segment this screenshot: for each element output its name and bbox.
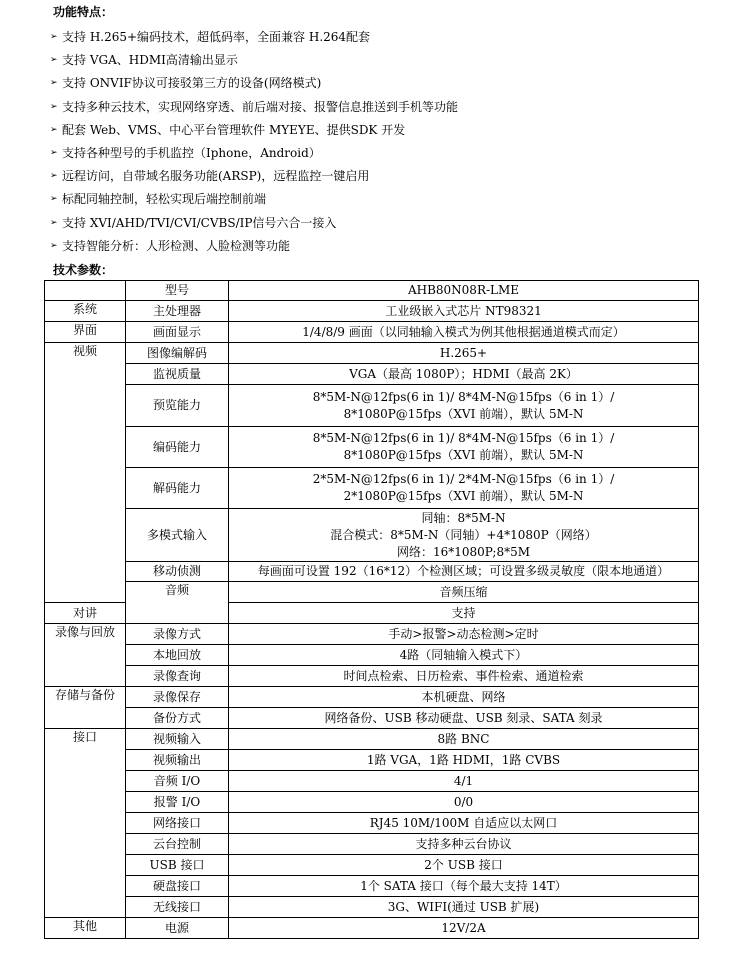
row-label: 监视质量	[126, 364, 229, 385]
table-row	[45, 343, 699, 364]
row-label: 画面显示	[126, 322, 229, 343]
arrow-bullet-icon: ➢	[50, 101, 58, 112]
row-value: 手动>报警>动态检测>定时	[229, 624, 699, 645]
row-label: USB 接口	[126, 855, 229, 876]
feature-item: ➢ 远程访问，自带域名服务功能(ARSP)，远程监控一键启用	[50, 169, 370, 184]
group-record: 录像与回放	[45, 624, 126, 687]
feature-item: ➢ 标配同轴控制，轻松实现后端控制前端	[50, 192, 267, 207]
arrow-bullet-icon: ➢	[50, 217, 58, 228]
table-row	[45, 855, 699, 876]
row-label: 无线接口	[126, 897, 229, 918]
table-row	[45, 427, 699, 468]
row-value: 本机硬盘、网络	[229, 687, 699, 708]
row-label: 云台控制	[126, 834, 229, 855]
table-row	[45, 813, 699, 834]
table-row	[45, 509, 699, 562]
row-label: 预览能力	[126, 385, 229, 427]
table-row	[45, 624, 699, 645]
row-label: 移动侦测	[126, 562, 229, 582]
feature-item: ➢ 支持智能分析：人形检测、人脸检测等功能	[50, 238, 291, 253]
arrow-bullet-icon: ➢	[50, 147, 58, 158]
row-value: 4/1	[229, 771, 699, 792]
group-storage: 存储与备份	[45, 687, 126, 729]
row-value: 8*5M-N@12fps(6 in 1)/ 8*4M-N@15fps（6 in 1）/ 8*1080P@15fps（XVI 前端），默认 5M-N	[229, 427, 699, 468]
arrow-bullet-icon: ➢	[50, 78, 58, 89]
row-label: 视频输入	[126, 729, 229, 750]
table-row	[45, 834, 699, 855]
table-row	[45, 876, 699, 897]
row-label: 解码能力	[126, 468, 229, 509]
row-label: 音频压缩	[229, 582, 699, 603]
table-row	[45, 771, 699, 792]
row-value: RJ45 10M/100M 自适应以太网口	[229, 813, 699, 834]
feature-item: ➢ 支持 H.265+编码技术，超低码率，全面兼容 H.264配套	[50, 30, 371, 44]
table-row	[45, 582, 699, 603]
row-label: 录像查询	[126, 666, 229, 687]
row-label: 多模式输入	[126, 509, 229, 562]
group-system: 系统	[45, 301, 126, 322]
table-row	[45, 301, 699, 322]
row-value: VGA（最高 1080P）；HDMI（最高 2K）	[229, 364, 699, 385]
table-row	[45, 364, 699, 385]
row-value: 4路（同轴输入模式下）	[229, 645, 699, 666]
arrow-bullet-icon: ➢	[50, 194, 58, 205]
row-value: 8路 BNC	[229, 729, 699, 750]
table-row	[45, 708, 699, 729]
table-row	[45, 918, 699, 939]
row-value: 支持多种云台协议	[229, 834, 699, 855]
table-row	[45, 666, 699, 687]
table-row	[45, 645, 699, 666]
group-video: 视频	[45, 343, 126, 603]
table-row	[45, 687, 699, 708]
features-list	[50, 28, 730, 260]
row-label: 主处理器	[126, 301, 229, 322]
row-label: 报警 I/O	[126, 792, 229, 813]
features-heading: 功能特点：	[53, 5, 114, 19]
group-audio: 音频	[126, 582, 229, 624]
arrow-bullet-icon: ➢	[50, 32, 58, 42]
row-label: 视频输出	[126, 750, 229, 771]
table-row	[45, 562, 699, 582]
row-label: 备份方式	[126, 708, 229, 729]
row-label: 对讲	[45, 603, 126, 624]
row-value: 每画面可设置 192（16*12）个检测区域；可设置多级灵敏度（限本地通道）	[229, 562, 699, 582]
row-value: H.265+	[229, 343, 699, 364]
feature-item: ➢ 配套 Web、VMS、中心平台管理软件 MYEYE、提供SDK 开发	[50, 122, 406, 137]
specs-table	[44, 280, 699, 939]
row-label: 录像方式	[126, 624, 229, 645]
group-interface: 界面	[45, 322, 126, 343]
row-value: 2个 USB 接口	[229, 855, 699, 876]
feature-item: ➢ 支持各种型号的手机监控（Iphone，Android）	[50, 145, 321, 160]
feature-item: ➢ 支持 XVI/AHD/TVI/CVI/CVBS/IP信号六合一接入	[50, 215, 337, 230]
row-label: 录像保存	[126, 687, 229, 708]
table-row	[45, 729, 699, 750]
row-label: 编码能力	[126, 427, 229, 468]
row-value: 同轴：8*5M-N 混合模式：8*5M-N（同轴）+4*1080P（网络） 网络：16*1080P;8*5M	[229, 509, 699, 562]
feature-item: ➢ 支持 VGA、HDMI高清输出显示	[50, 53, 238, 68]
arrow-bullet-icon: ➢	[50, 55, 58, 66]
row-value: 支持	[229, 603, 699, 624]
row-label: 硬盘接口	[126, 876, 229, 897]
row-value: 12V/2A	[229, 918, 699, 939]
row-value: 1路 VGA，1路 HDMI，1路 CVBS	[229, 750, 699, 771]
feature-item: ➢ 支持 ONVIF协议可接驳第三方的设备(网络模式)	[50, 76, 322, 91]
row-label: 图像编解码	[126, 343, 229, 364]
row-value: 8*5M-N@12fps(6 in 1)/ 8*4M-N@15fps（6 in 1）/ 8*1080P@15fps（XVI 前端），默认 5M-N	[229, 385, 699, 427]
row-value: 工业级嵌入式芯片 NT98321	[229, 301, 699, 322]
table-row	[45, 281, 699, 301]
row-label: 本地回放	[126, 645, 229, 666]
arrow-bullet-icon: ➢	[50, 171, 58, 182]
model-label: 型号	[126, 281, 229, 301]
table-row	[45, 792, 699, 813]
row-value: 时间点检索、日历检索、事件检索、通道检索	[229, 666, 699, 687]
row-label: 电源	[126, 918, 229, 939]
group-other: 其他	[45, 918, 126, 939]
row-value: 2*5M-N@12fps(6 in 1)/ 2*4M-N@15fps（6 in 1）/ 2*1080P@15fps（XVI 前端），默认 5M-N	[229, 468, 699, 509]
specs-heading: 技术参数：	[53, 263, 114, 277]
row-value: 网络备份、USB 移动硬盘、USB 刻录、SATA 刻录	[229, 708, 699, 729]
row-value: 3G、WIFI(通过 USB 扩展)	[229, 897, 699, 918]
arrow-bullet-icon: ➢	[50, 240, 58, 251]
feature-item: ➢ 支持多种云技术，实现网络穿透、前后端对接、报警信息推送到手机等功能	[50, 99, 459, 114]
row-value: 1个 SATA 接口（每个最大支持 14T）	[229, 876, 699, 897]
table-row	[45, 750, 699, 771]
arrow-bullet-icon: ➢	[50, 124, 58, 135]
row-label: 音频 I/O	[126, 771, 229, 792]
table-row	[45, 385, 699, 427]
empty-cell	[45, 281, 126, 301]
row-value: 1/4/8/9 画面（以同轴输入模式为例其他根据通道模式而定）	[229, 322, 699, 343]
model-value: AHB80N08R-LME	[229, 281, 699, 301]
table-row	[45, 897, 699, 918]
row-value: 0/0	[229, 792, 699, 813]
row-label: 网络接口	[126, 813, 229, 834]
table-row	[45, 322, 699, 343]
group-port: 接口	[45, 729, 126, 918]
table-row	[45, 468, 699, 509]
